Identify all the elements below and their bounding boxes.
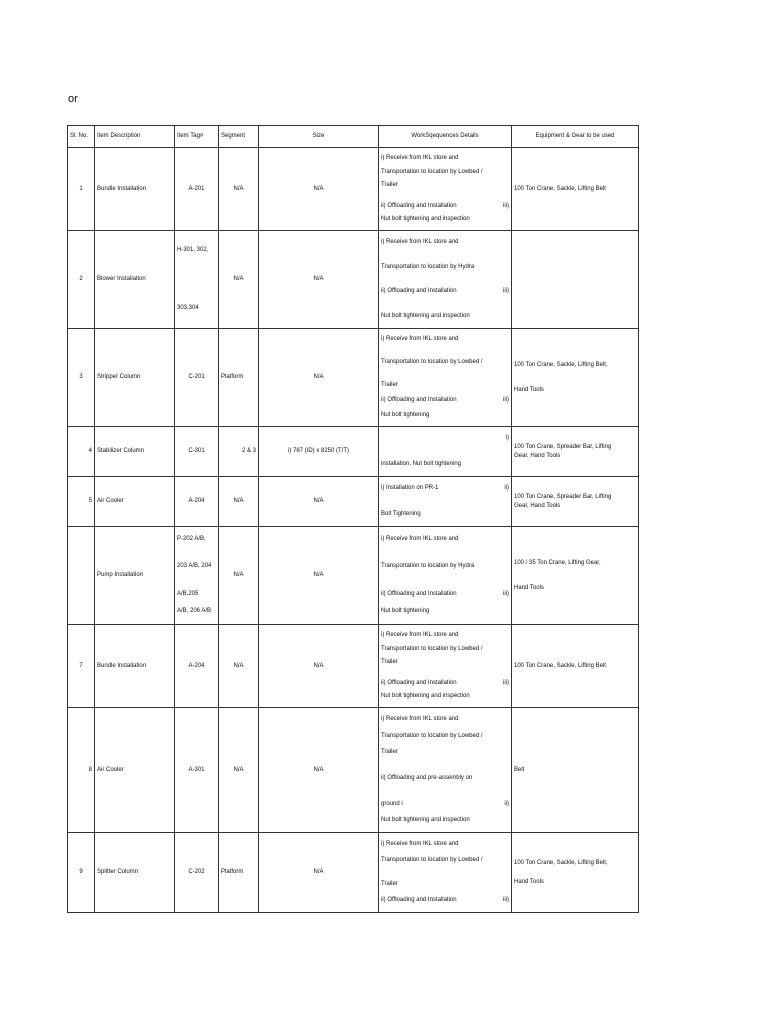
row-size: N/A (259, 625, 379, 708)
work-line-text: i) Receive from IKL store and (381, 336, 459, 343)
tag-line: A/B,205 (177, 591, 199, 598)
work-line (381, 435, 509, 442)
work-line (381, 841, 509, 848)
row-equipment (512, 231, 639, 329)
page-top-label: or (68, 93, 78, 105)
table-row (68, 527, 639, 625)
work-line (381, 897, 509, 904)
row-sl-no: 4 (68, 427, 95, 477)
row-segment: 2 & 3 (219, 427, 259, 477)
work-line-text: Nut bolt tightening and inspection (381, 693, 470, 700)
work-line-text: ii) Offloading and pre-assembly on (381, 774, 473, 781)
work-line (381, 563, 509, 570)
table-row (68, 148, 639, 231)
work-line (381, 659, 509, 666)
work-line (381, 693, 509, 700)
work-line-text: Trailer (381, 881, 398, 888)
row-sl-no: 5 (68, 477, 95, 527)
row-sl-no: 8 (68, 708, 95, 833)
work-line-text: Trailer (381, 381, 398, 388)
work-line-text: Nut bolt tightening and inspection (381, 816, 470, 823)
work-line-marker: iii) (503, 396, 509, 403)
work-line (381, 881, 509, 888)
row-equipment (512, 527, 639, 625)
work-line-text: i) Receive from IKL store and (381, 238, 459, 245)
work-line-text: Nut bolt tightening and inspection (381, 313, 470, 320)
row-equipment (512, 329, 639, 427)
work-line-text: i) Receive from IKL store and (381, 716, 459, 723)
row-item-description: Air Cooler (95, 477, 175, 527)
work-line (381, 485, 509, 492)
table-row (68, 625, 639, 708)
row-size: N/A (259, 833, 379, 913)
row-sl-no: 9 (68, 833, 95, 913)
row-item-description: Stripper Column (95, 329, 175, 427)
row-work-sequence (379, 833, 512, 913)
table-row (68, 477, 639, 527)
work-line (381, 412, 509, 419)
row-segment: N/A (219, 625, 259, 708)
work-line-marker: iii) (503, 897, 509, 904)
equipment-line: 100 Ton Crane, Sackle, Lifting Belt, (514, 859, 608, 866)
row-sl-no (68, 527, 95, 625)
work-line-text: Transportation to location by Lowbed / (381, 645, 483, 652)
work-line-marker: iii) (503, 202, 509, 209)
work-line-text: Trailer (381, 659, 398, 666)
table-row (68, 231, 639, 329)
work-line (381, 608, 509, 615)
equipment-line: Hand Tools (514, 584, 544, 591)
equipment-line: Gear, Hand Tools (514, 452, 561, 459)
work-line (381, 239, 509, 246)
tag-line: H-301, 302, (177, 247, 209, 254)
tag-line: 303,304 (177, 304, 199, 311)
row-segment: N/A (219, 477, 259, 527)
header-size: Size (259, 126, 379, 148)
tag-line: A/B, 206 A/B (177, 608, 212, 615)
row-equipment (512, 833, 639, 913)
equipment-line: Hand Tools (514, 386, 544, 393)
work-line (381, 716, 509, 723)
work-line-marker: ii) (504, 800, 509, 807)
header-equipment: Equipment & Gear to be used (512, 126, 639, 148)
header-item-description: Item Description (95, 126, 175, 148)
row-equipment: 100 Ton Crane, Sackle, Lifting Belt (512, 625, 639, 708)
work-line-text: installation, Nut bolt tightening (381, 460, 462, 467)
row-work-sequence (379, 625, 512, 708)
header-item-tag: Item Tag# (175, 126, 219, 148)
work-line (381, 216, 509, 223)
work-line (381, 461, 509, 468)
row-equipment: 100 Ton Crane, Sackle, Lifting Belt (512, 148, 639, 231)
work-line-text: i) Receive from IKL store and (381, 535, 459, 542)
equipment-line: 100 Ton Crane, Spreader Bar, Lifting (514, 443, 612, 450)
row-size: N/A (259, 148, 379, 231)
row-work-sequence (379, 477, 512, 527)
header-segment: Segment (219, 126, 259, 148)
table-row (68, 708, 639, 833)
work-line-marker: iii) (503, 288, 509, 295)
work-line (381, 646, 509, 653)
row-item-tag: C-201 (175, 329, 219, 427)
row-work-sequence (379, 527, 512, 625)
work-line-text: ii) Offloading and Installation (381, 288, 457, 295)
work-line (381, 857, 509, 864)
work-line-marker: iii) (503, 679, 509, 686)
work-line (381, 313, 509, 320)
table-row (68, 833, 639, 913)
row-item-description: Splitter Column (95, 833, 175, 913)
work-line (381, 775, 509, 782)
equipment-line: Gear, Hand Tools (514, 502, 561, 509)
work-line-text: Transportation to location by Lowbed / (381, 856, 483, 863)
row-item-description: Bundle Installation (95, 148, 175, 231)
work-line (381, 155, 509, 162)
work-line (381, 182, 509, 189)
work-line (381, 817, 509, 824)
work-line-text: ii) Offloading and Installation (381, 897, 457, 904)
work-line-marker: iii) (503, 591, 509, 598)
row-sl-no: 2 (68, 231, 95, 329)
work-line-marker: ii) (504, 485, 509, 492)
row-item-tag: A-201 (175, 148, 219, 231)
row-equipment: Belt (512, 708, 639, 833)
row-segment: Platform (219, 833, 259, 913)
row-sl-no: 3 (68, 329, 95, 427)
work-line-text: ii) Offloading and Installation (381, 202, 457, 209)
row-work-sequence (379, 231, 512, 329)
row-size: N/A (259, 329, 379, 427)
row-item-tag: C-202 (175, 833, 219, 913)
work-line (381, 288, 509, 295)
equipment-line: 100 / 35 Ton Crane, Lifting Gear, (514, 559, 601, 566)
row-sl-no: 7 (68, 625, 95, 708)
header-sl-no: Sl. No. (68, 126, 95, 148)
work-line-text: Bolt Tightening (381, 510, 421, 517)
work-line (381, 264, 509, 271)
work-line (381, 511, 509, 518)
equipment-line: Hand Tools (514, 878, 544, 885)
table-row (68, 427, 639, 477)
work-line (381, 801, 509, 808)
row-segment: Platform (219, 329, 259, 427)
row-work-sequence (379, 148, 512, 231)
work-line-marker: i) (505, 435, 509, 442)
work-line (381, 397, 509, 404)
row-item-tag: A-204 (175, 477, 219, 527)
row-size: N/A (259, 527, 379, 625)
work-line (381, 733, 509, 740)
work-line (381, 359, 509, 366)
work-line (381, 169, 509, 176)
row-item-tag: A-204 (175, 625, 219, 708)
row-segment: N/A (219, 708, 259, 833)
row-work-sequence (379, 427, 512, 477)
work-line-text: Transportation to location by Lowbed / (381, 732, 483, 739)
work-line (381, 680, 509, 687)
row-equipment (512, 477, 639, 527)
row-size: N/A (259, 231, 379, 329)
header-work-sequence: WorkSqequences Details (379, 126, 512, 148)
table-row (68, 329, 639, 427)
work-line-text: Nut bolt tightening (381, 411, 430, 418)
row-item-tag: C-301 (175, 427, 219, 477)
work-line-text: i) Installation on PR-1 (381, 485, 439, 492)
work-line-text: i) Receive from IKL store and (381, 154, 459, 161)
row-size: N/A (259, 477, 379, 527)
work-line-text: Transportation to location by Lowbed / (381, 168, 483, 175)
tag-line: 203 A/B, 204 (177, 563, 212, 570)
work-line-text: Nut bolt tightening and inspection (381, 216, 470, 223)
row-item-description: Air Cooler (95, 708, 175, 833)
row-segment: N/A (219, 527, 259, 625)
work-line (381, 632, 509, 639)
work-line (381, 591, 509, 598)
row-item-description: Bundle Installation (95, 625, 175, 708)
row-size: N/A (259, 708, 379, 833)
row-work-sequence (379, 329, 512, 427)
work-line-text: Trailer (381, 182, 398, 189)
work-line-text: ii) Offloading and Installation (381, 679, 457, 686)
row-work-sequence (379, 708, 512, 833)
work-line (381, 536, 509, 543)
header-row (68, 126, 639, 148)
row-equipment (512, 427, 639, 477)
row-segment: N/A (219, 231, 259, 329)
work-line (381, 336, 509, 343)
work-line (381, 382, 509, 389)
row-item-description: Blower Installation (95, 231, 175, 329)
work-sequence-table (67, 125, 639, 913)
work-line (381, 749, 509, 756)
equipment-line: 100 Ton Crane, Sackle, Lifting Belt, (514, 361, 608, 368)
row-item-tag (175, 231, 219, 329)
row-item-description: Stabilizer Column (95, 427, 175, 477)
row-item-tag (175, 527, 219, 625)
work-line-text: ii) Offloading and Installation (381, 591, 457, 598)
work-line-text: i) Receive from IKL store and (381, 840, 459, 847)
row-segment: N/A (219, 148, 259, 231)
work-line-text: Transportation to location by Hydra (381, 563, 475, 570)
row-item-tag: A-301 (175, 708, 219, 833)
work-line-text: i) Receive from IKL store and (381, 631, 459, 638)
row-size: i) 787 (ID) x 8250 (T/T) (259, 427, 379, 477)
work-line-text: ground i (381, 800, 403, 807)
work-line-text: Transportation to location by Lowbed / (381, 359, 483, 366)
work-line-text: ii) Offloading and Installation (381, 396, 457, 403)
work-line-text: Transportation to location by Hydra (381, 263, 475, 270)
row-sl-no: 1 (68, 148, 95, 231)
tag-line: P-202 A/B, (177, 535, 206, 542)
work-line-text: Nut bolt tightening (381, 608, 430, 615)
row-item-description: Pump Installation (95, 527, 175, 625)
equipment-line: 100 Ton Crane, Spreader Bar, Lifting (514, 493, 612, 500)
work-line (381, 203, 509, 210)
work-line-text: Trailer (381, 748, 398, 755)
